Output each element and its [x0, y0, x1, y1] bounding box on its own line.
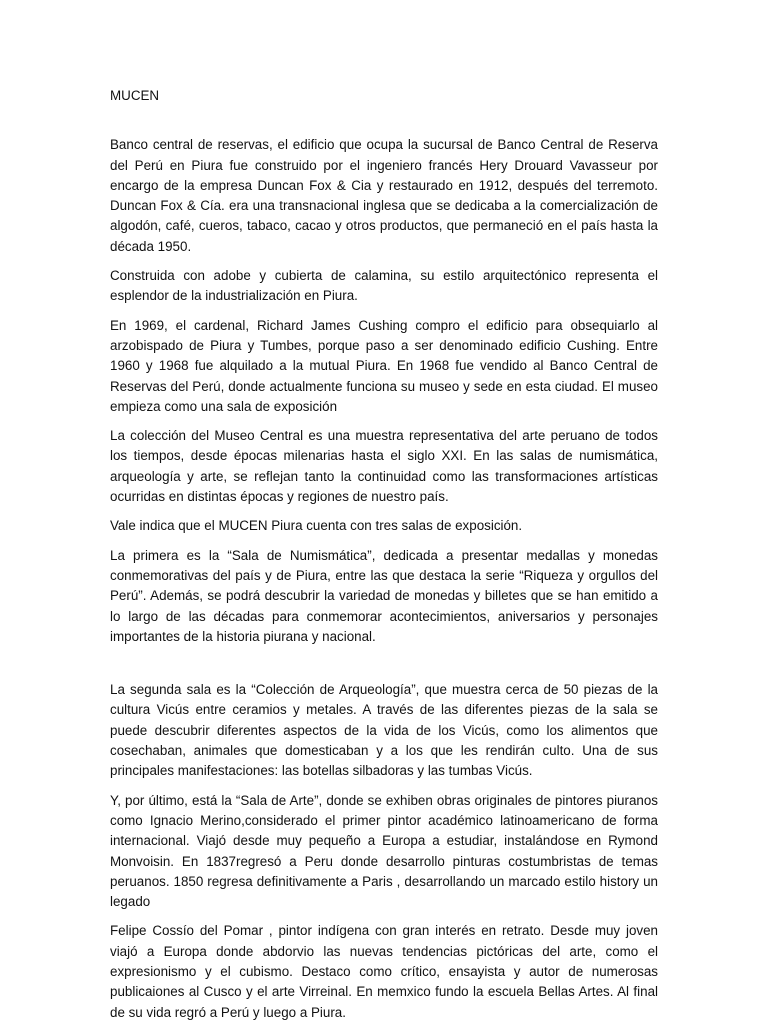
- paragraph-cushing: En 1969, el cardenal, Richard James Cushing compro el edificio para obsequiarlo al arzobispado de Piura y Tumbes, porque paso a ser denominado edificio Cushing. Entre 1960 y 1968 fue alquilado a la mutual Piura. En 1968 fue vendido al Banco Central de Reservas del Perú, donde actualmente funciona su museo y sede en esta ciudad. El museo empieza como una sala de exposición: [110, 317, 658, 414]
- paragraph-bank-history: Banco central de reservas, el edificio que ocupa la sucursal de Banco Central de Reserva del Perú en Piura fue construido por el ingeniero francés Hery Drouard Vavasseur por encargo de la empresa Duncan Fox & Cia y restaurado en 1912, después del terremoto. Duncan Fox & Cía. era una transnacional inglesa que se dedicaba a la comercialización de algodón, café, cueros, tabaco, cacao y otros productos, que permaneció en el país hasta la década 1950.: [110, 137, 658, 254]
- paragraph-three-rooms: Vale indica que el MUCEN Piura cuenta con tres salas de exposición.: [110, 518, 523, 534]
- paragraph-archaeology-room: La segunda sala es la “Colección de Arqueología”, que muestra cerca de 50 piezas de la cultura Vicús entre ceramios y metales. A través de las diferentes piezas de la sala se puede descubrir diferentes aspectos de la vida de los Vicús, como los alimentos que cosechaban, animales que domesticaban y a los que les rendirán culto. Una de sus principales manifestaciones: las botellas silbadoras y las tumbas Vicús.: [110, 682, 658, 779]
- paragraph-cossio-del-pomar: Felipe Cossío del Pomar , pintor indígena con gran interés en retrato. Desde muy joven viajó a Europa donde abdorvio las nuevas tendencias pictóricas del arte, como el expresionismo y el cubismo. Destaco como crítico, ensayista y autor de numerosas publicaiones al Cusco y el arte Virreinal. En memxico fundo la escuela Bellas Artes. Al final de su vida regró a Perú y luego a Piura.: [110, 923, 658, 1020]
- paragraph-numismatics-room: La primera es la “Sala de Numismática”, dedicada a presentar medallas y monedas conmemorativas del país y de Piura, entre las que destaca la serie “Riqueza y orgullos del Perú”. Además, se podrá descubrir la variedad de monedas y billetes que se han emitido a lo largo de las décadas para conmemorar acontecimientos, aniversarios y personajes importantes de la historia piurana y nacional.: [110, 547, 658, 644]
- paragraph-art-room: Y, por último, está la “Sala de Arte”, donde se exhiben obras originales de pintores piuranos como Ignacio Merino,considerado el primer pintor académico latinoamericano de forma internacional. Viajó desde muy pequeño a Europa a estudiar, instalándose en Rymond Monvoisin. En 1837regresó a Peru donde desarrollo pinturas costumbristas de temas peruanos. 1850 regresa definitivamente a Paris , desarrollando un marcado estilo history un legado: [110, 792, 658, 910]
- paragraph-collection: La colección del Museo Central es una muestra representativa del arte peruano de todos los tiempos, desde épocas milenarias hasta el siglo XXI. En las salas de numismática, arqueología y arte, se reflejan tanto la continuidad como las transformaciones artísticas ocurridas en distintas épocas y regiones de nuestro país.: [110, 428, 658, 505]
- document-page: [110, 86, 658, 1032]
- document-title: MUCEN: [110, 88, 160, 103]
- paragraph-architecture: Construida con adobe y cubierta de calamina, su estilo arquitectónico representa el esplendor de la industrialización en Piura.: [110, 268, 658, 304]
